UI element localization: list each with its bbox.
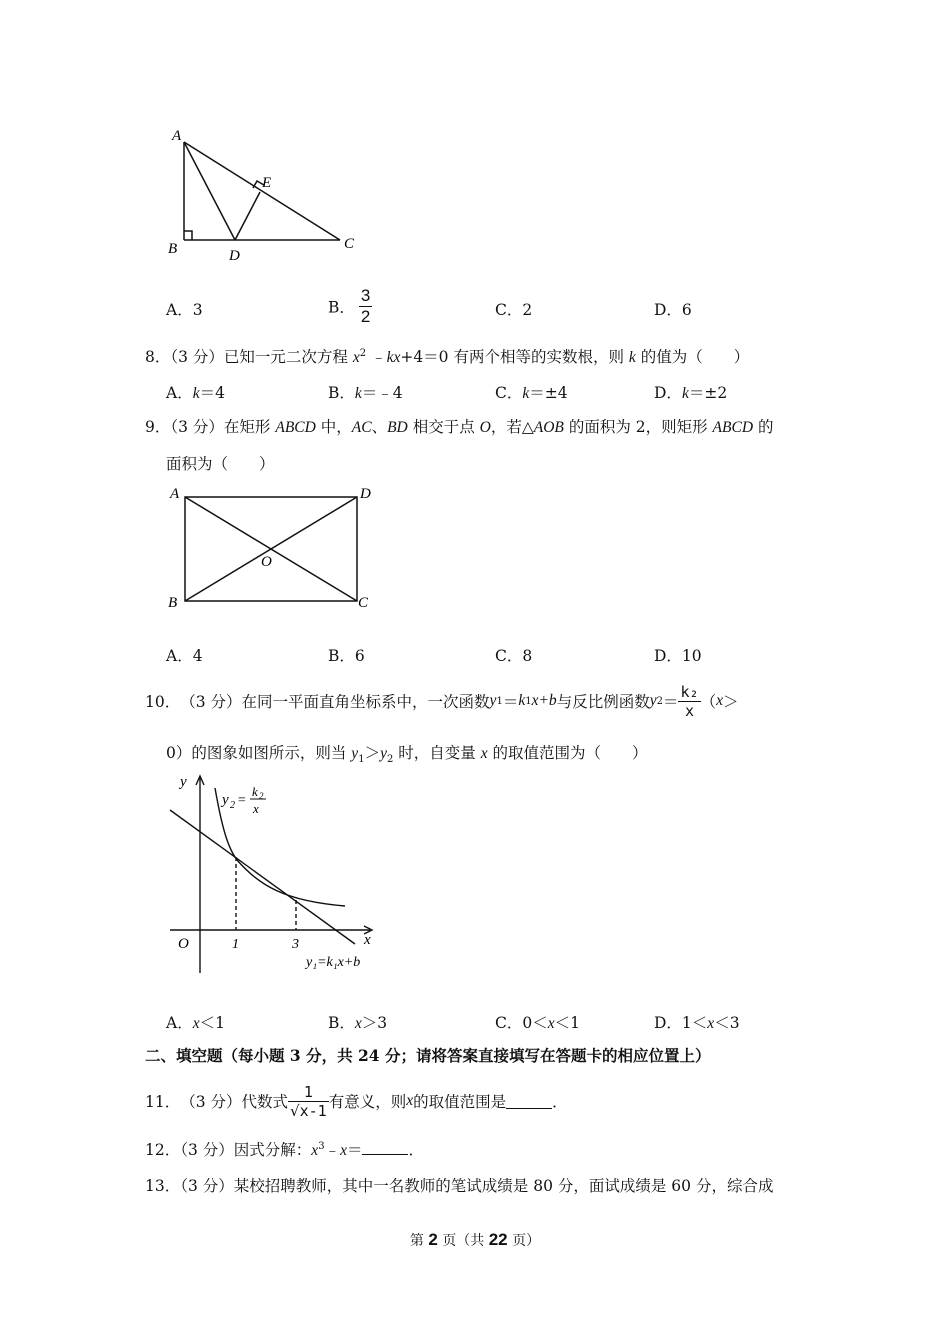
curve-label-sub: 2	[230, 800, 235, 811]
q7-option-c: C．2	[495, 301, 533, 319]
question-8	[145, 345, 749, 367]
rectangle-figure	[160, 480, 390, 615]
q12-score: （3 分）	[180, 1141, 234, 1159]
q11-text-3: 的取值范围是	[413, 1093, 507, 1111]
q9-text-2: 中，	[315, 418, 352, 436]
q9-bd: BD	[387, 419, 408, 436]
q8-option-b-text: ＝﹣4	[361, 384, 403, 402]
q12-exponent: 3	[318, 1140, 325, 1152]
label-b: B	[168, 595, 178, 611]
y-axis-label: y	[180, 774, 187, 790]
q11-answer-blank	[506, 1094, 552, 1109]
linear-line	[170, 810, 355, 944]
q10-line-2	[166, 741, 648, 765]
q10-score: （3 分）	[180, 693, 242, 711]
q13-number: 13．	[145, 1177, 181, 1195]
q12-text-1: 因式分解：	[233, 1141, 312, 1159]
q8-option-b-prefix: B．	[328, 384, 355, 402]
curve-label	[220, 784, 266, 816]
q10-option-a	[166, 1011, 225, 1033]
segment-de	[235, 192, 260, 240]
q8-text-2: ﹣	[366, 348, 387, 366]
q11-text-2: 有意义，则	[328, 1093, 407, 1111]
page-footer	[0, 1230, 950, 1250]
q10-y2-sub: 2	[656, 695, 663, 707]
q10-number: 10．	[145, 693, 181, 711]
q10-eq2: ＝	[662, 693, 679, 711]
q10-text-4: ＞	[722, 693, 739, 711]
q7-option-b-prefix: B．	[328, 298, 355, 317]
q11-fraction-denominator	[288, 1101, 329, 1120]
q9-option-d: D．10	[654, 647, 702, 665]
q9-text-4: 相交于点	[407, 418, 480, 436]
q12-text-3: ＝	[346, 1141, 363, 1159]
label-d: D	[229, 248, 240, 264]
q11-fraction-numerator: 1	[303, 1082, 313, 1101]
label-e: E	[262, 175, 272, 191]
q11-score: （3 分）	[180, 1093, 242, 1111]
q7-option-d: D．6	[654, 301, 692, 319]
curve-label-eq: =	[237, 793, 247, 808]
q8-option-d	[654, 381, 727, 403]
q9-option-b: B．6	[328, 647, 365, 665]
q10-option-d-text: ＜3	[714, 1014, 740, 1032]
curve-label-y: y	[222, 792, 229, 808]
label-a: A	[170, 486, 180, 502]
section-2-heading: 二、填空题（每小题 3 分，共 24 分；请将答案直接填写在答题卡的相应位置上）	[145, 1046, 711, 1065]
q10-xb: x+b	[531, 692, 557, 709]
footer-text-b: 页（共	[437, 1233, 489, 1249]
q11-radicand: x-1	[299, 1101, 327, 1120]
q12-var-x-2: x	[340, 1142, 347, 1159]
q12-answer-blank	[362, 1140, 408, 1155]
footer-text-c: 页）	[507, 1233, 541, 1249]
label-o: O	[261, 554, 272, 570]
q9-aob: AOB	[533, 419, 564, 436]
q11-number: 11．	[145, 1093, 181, 1111]
curve-label-den: x	[253, 801, 259, 816]
right-angle-b	[184, 231, 192, 240]
q10-option-b	[328, 1011, 387, 1033]
q9-score: （3 分）	[170, 418, 224, 436]
q8-option-d-text: ＝±2	[688, 384, 728, 402]
q12-number: 12．	[145, 1141, 181, 1159]
q10-option-b-x: x	[354, 1015, 362, 1032]
q8-number: 8．	[145, 348, 171, 366]
question-9	[145, 415, 773, 437]
q8-option-a-k: k	[192, 385, 200, 402]
radical-icon: √	[290, 1101, 300, 1120]
q10-fraction-denominator: x	[678, 701, 700, 720]
q10-line2-gt: ＞	[364, 744, 381, 762]
q10-text-1: 在同一平面直角坐标系中，一次函数	[241, 693, 490, 711]
q12-var-x: x	[311, 1142, 319, 1159]
tick-3-label: 3	[292, 937, 299, 952]
segment-ad	[184, 142, 235, 240]
q10-line2-y2-sub: 2	[386, 754, 394, 766]
edge-ac	[184, 142, 340, 240]
q8-option-c-prefix: C．	[495, 384, 523, 402]
q9-text-1: 在矩形	[223, 418, 276, 436]
q9-abcd: ABCD	[275, 419, 316, 436]
label-c: C	[358, 595, 369, 611]
q9-o: O	[479, 419, 491, 436]
q8-option-a-text: ＝4	[199, 384, 225, 402]
q7-option-b-numerator: 3	[360, 286, 371, 305]
q10-x: x	[716, 692, 723, 709]
q10-y1: y	[489, 692, 497, 709]
q13-score: （3 分）	[180, 1177, 234, 1195]
footer-page-number: 2	[428, 1230, 438, 1249]
q10-option-a-text: ＜1	[199, 1014, 225, 1032]
label-a: A	[172, 128, 182, 144]
q9-text-3: 、	[371, 418, 388, 436]
label-d: D	[360, 486, 371, 502]
q9-line-2: 面积为（ ）	[166, 455, 275, 473]
question-12	[145, 1138, 424, 1160]
tick-1-label: 1	[232, 937, 239, 952]
q10-k1: k	[518, 692, 526, 709]
q8-text-4: 的值为（ ）	[635, 348, 750, 366]
q10-option-a-prefix: A．	[166, 1014, 193, 1032]
q8-option-c	[495, 381, 568, 403]
q8-var-x: x	[352, 349, 360, 366]
q11-text-4: ．	[552, 1093, 568, 1111]
q9-ac: AC	[351, 419, 372, 436]
q10-fraction	[678, 683, 700, 720]
q13-text: 某校招聘教师，其中一名教师的笔试成绩是 80 分，面试成绩是 60 分，综合成	[233, 1177, 774, 1195]
q10-option-b-text: ＞3	[361, 1014, 388, 1032]
q8-option-c-text: ＝±4	[529, 384, 568, 402]
q12-text-4: ．	[408, 1141, 424, 1159]
q10-line2-c: 的取值范围为（ ）	[487, 744, 648, 762]
q7-option-b-fraction	[359, 286, 372, 327]
q11-text-1: 代数式	[241, 1093, 289, 1111]
q9-abcd-2: ABCD	[712, 419, 754, 436]
q9-text-7: 的	[753, 418, 774, 436]
q9-option-a: A．4	[166, 647, 203, 665]
curve-label-num: k	[252, 784, 258, 799]
q10-line2-y1-sub: 1	[358, 754, 365, 766]
q10-y2: y	[649, 692, 657, 709]
q9-option-c: C．8	[495, 647, 533, 665]
q10-fraction-numerator: k₂	[680, 682, 699, 701]
q10-line2-b: 时，自变量	[393, 744, 481, 762]
q10-k1-sub: 1	[525, 695, 532, 707]
q9-text-5: ，若△	[490, 418, 534, 436]
q12-text-2: ﹣	[324, 1141, 341, 1159]
line-label: y₁=k₁x+b	[306, 955, 361, 970]
q10-line2-y2: y	[380, 745, 387, 762]
q10-option-d	[654, 1011, 740, 1033]
question-10	[145, 677, 738, 725]
q8-option-a-prefix: A．	[166, 384, 193, 402]
q10-option-a-x: x	[192, 1015, 200, 1032]
q8-option-d-k: k	[681, 385, 689, 402]
q10-option-d-x: x	[707, 1015, 715, 1032]
q10-option-c	[495, 1011, 580, 1033]
q7-option-a: A．3	[166, 301, 203, 319]
q8-option-d-prefix: D．	[654, 384, 682, 402]
question-13	[145, 1174, 773, 1196]
q8-option-c-k: k	[522, 385, 530, 402]
q8-text-1: 已知一元二次方程	[223, 348, 353, 366]
x-axis-label: x	[364, 932, 371, 948]
q8-var-kx: kx	[386, 349, 401, 366]
q8-exponent: 2	[359, 347, 367, 359]
q9-text-6: 的面积为 2，则矩形	[563, 418, 713, 436]
label-b: B	[168, 241, 178, 257]
q10-y1-sub: 1	[496, 695, 503, 707]
origin-label: O	[178, 936, 189, 952]
q11-fraction	[288, 1083, 329, 1120]
q8-var-k: k	[628, 349, 636, 366]
label-c: C	[344, 236, 355, 252]
q10-text-3: （	[700, 693, 717, 711]
q10-option-c-text: ＜1	[554, 1014, 580, 1032]
footer-text-a: 第	[409, 1233, 429, 1249]
q10-option-b-prefix: B．	[328, 1014, 355, 1032]
q10-option-c-prefix: C．0＜	[495, 1014, 548, 1032]
q10-line2-a: 0）的图象如图所示，则当	[166, 744, 352, 762]
q11-var-x: x	[406, 1092, 414, 1109]
question-11	[145, 1078, 568, 1124]
q8-option-b-k: k	[354, 385, 362, 402]
q10-line2-y1: y	[351, 745, 359, 762]
function-graph-figure	[160, 768, 385, 978]
triangle-figure	[160, 120, 370, 270]
q10-line2-x: x	[480, 745, 488, 762]
q8-text-3: +4＝0 有两个相等的实数根，则	[400, 348, 629, 366]
q10-text-2: 与反比例函数	[556, 693, 650, 711]
q10-option-c-x: x	[547, 1015, 555, 1032]
q8-option-a	[166, 381, 225, 403]
q10-option-d-prefix: D．1＜	[654, 1014, 708, 1032]
q7-option-b-denominator: 2	[360, 307, 371, 326]
q8-score: （3 分）	[170, 348, 224, 366]
q9-number: 9．	[145, 418, 171, 436]
q7-option-b	[328, 286, 372, 327]
curve-label-numsub: 2	[259, 791, 264, 801]
footer-total-pages: 22	[488, 1230, 508, 1249]
q10-eq1: ＝	[502, 693, 519, 711]
q8-option-b	[328, 381, 403, 403]
